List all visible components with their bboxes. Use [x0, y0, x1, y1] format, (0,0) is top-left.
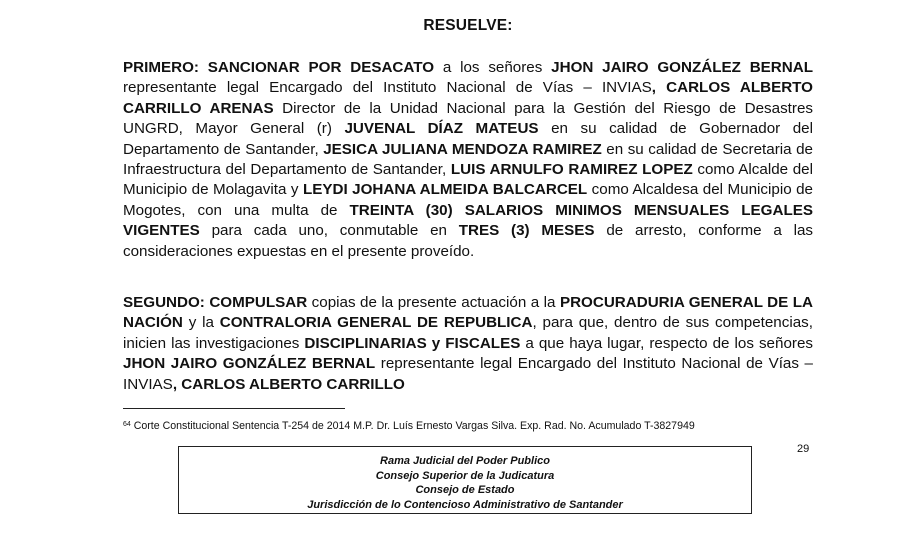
footer-box: [178, 446, 752, 514]
text-run: como Alcalde del Municipio de Molagavita y: [123, 161, 813, 199]
bold-run: TRES (3) MESES: [458, 222, 595, 240]
text-run: en su calidad de Gobernador del Departamento de Santander,: [123, 120, 814, 158]
footnote-separator: [123, 408, 345, 409]
page-number: 29: [797, 443, 810, 455]
footnote: [123, 418, 695, 433]
footnote-number: 64: [123, 421, 131, 428]
footer-line-4: Jurisdicción de lo Contencioso Administrativo de Santander: [307, 498, 623, 511]
bold-run: JHON JAIRO GONZÁLEZ BERNAL: [123, 355, 376, 373]
bold-run: LUIS ARNULFO RAMIREZ LOPEZ: [450, 161, 693, 179]
bold-run: SEGUNDO: COMPULSAR: [123, 294, 308, 311]
text-run: como Alcaldesa del Municipio de Mogotes, con una multa de: [123, 181, 813, 219]
bold-run: LEYDI JOHANA ALMEIDA BALCARCEL: [302, 181, 588, 199]
text-run: a los señores: [434, 59, 552, 76]
footer-line-3: Consejo de Estado: [415, 484, 515, 496]
text-run: para cada uno, conmutable en: [199, 222, 459, 240]
text-run: y la: [182, 314, 220, 332]
footer-line-1: Rama Judicial del Poder Publico: [380, 455, 550, 467]
bold-run: PRIMERO: SANCIONAR POR DESACATO: [123, 59, 435, 76]
bold-run: , CARLOS ALBERTO CARRILLO: [172, 375, 405, 393]
text-run: Director de la Unidad Nacional para la Gestión del Riesgo de Desastres UNGRD, Mayor General (r): [123, 99, 813, 138]
paragraph-primero: [123, 58, 813, 262]
text-run: representante legal Encargado del Instituto Nacional de Vías – INVIAS: [123, 79, 652, 97]
text-run: en su calidad de Secretaria de Infraestructura del Departamento de Santander,: [123, 140, 814, 179]
bold-run: PROCURADURIA GENERAL DE LA NACIÓN: [123, 294, 813, 332]
text-run: a que haya lugar, respecto de los señores: [520, 334, 813, 352]
text-run: , para que, dentro de sus competencias, inicien las investigaciones: [123, 314, 813, 352]
footnote-text: Corte Constitucional Sentencia T-254 de 2014 M.P. Dr. Luís Ernesto Vargas Silva. Exp. Rad. No. Acumulado T-3827949: [130, 420, 695, 432]
resolution-heading: RESUELVE:: [423, 17, 513, 34]
bold-run: , CARLOS ALBERTO CARRILLO ARENAS: [123, 79, 813, 117]
bold-run: DISCIPLINARIAS y FISCALES: [304, 334, 521, 352]
text-run: copias de la presente actuación a la: [307, 294, 560, 311]
footer-line-2: Consejo Superior de la Judicatura: [375, 469, 555, 482]
text-run: representante legal Encargado del Instituto Nacional de Vías – INVIAS: [123, 355, 813, 393]
bold-run: JHON JAIRO GONZÁLEZ BERNAL: [551, 59, 813, 76]
bold-run: TREINTA (30) SALARIOS MINIMOS MENSUALES LEGALES VIGENTES: [123, 201, 813, 240]
paragraph-segundo: [123, 293, 813, 395]
bold-run: CONTRALORIA GENERAL DE REPUBLICA: [219, 314, 533, 332]
bold-run: JUVENAL DÍAZ MATEUS: [344, 120, 539, 138]
bold-run: JESICA JULIANA MENDOZA RAMIREZ: [323, 140, 602, 158]
text-run: de arresto, conforme a las consideraciones expuestas en el presente proveído.: [123, 222, 813, 260]
